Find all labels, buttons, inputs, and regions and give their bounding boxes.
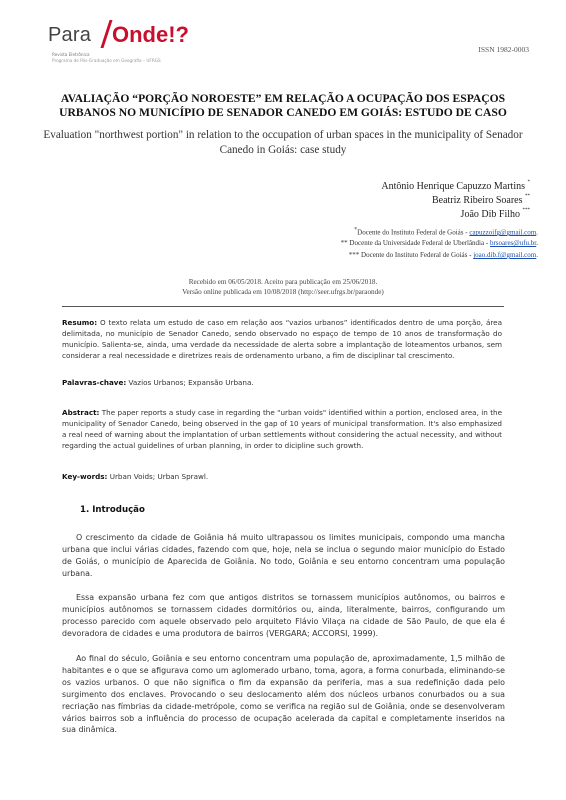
affiliation-email-link[interactable]: brsoares@ufu.br (489, 239, 537, 247)
received-accepted-line: Recebido em 06/05/2018. Aceito para publicação em 25/06/2018. (188, 278, 378, 286)
abstract-text: The paper reports a study case in regarding the "urban voids" identified within a portion, enclosed area, in the municipality of Senador Canedo, being observed in the gap of 10 years of municipal transformation. It's also emphasized a real need of warning about the implantation of urban settlements without considering the actual necessity, and without regarding the actual guidelines of urban planning, in order to dicipline such growth. (62, 408, 502, 450)
author-1 (381, 181, 530, 192)
intro-paragraph-2: Essa expansão urbana fez com que antigos distritos se tornassem municípios autônomos, ou bairros e municípios autônomos se tornassem cidades dormitórios ou, ainda, literalmente, bairros, configurando um processo parecido com aquele observado pelo arquiteto Flávio Vilaça na cidade de São Paulo, de que ela é devoradora de cidades e uma produtora de bairros (VERGARA; ACCORSI, 1999). (62, 593, 505, 638)
affiliation-1: *Docente do Instituto Federal de Goiás - capuzzoifg@gmail.com. (354, 227, 538, 237)
affiliation-text: Docente do Instituto Federal de Goiás - (361, 251, 474, 259)
logo-slash-mark (100, 20, 112, 48)
palavras-chave-text: Vazios Urbanos; Expansão Urbana. (128, 378, 254, 387)
intro-paragraph-1: O crescimento da cidade de Goiânia há muito ultrapassou os limites municipais, compondo uma mancha urbana que inclui várias cidades, fazendo com que, hoje, nela se inclua o segundo maior município do Estado de Goiás, o município de Aparecida de Goiânia. No todo, Goiânia e seu entorno concentram uma população urbana. (62, 533, 505, 578)
author-mark: *** (522, 208, 530, 213)
affiliation-mark: *** (348, 251, 360, 259)
affiliation-text: Docente do Instituto Federal de Goiás - (357, 228, 470, 237)
logo-text-para: Para (48, 24, 92, 46)
intro-paragraph-3: Ao final do século, Goiânia e seu entorno concentram uma população de, aproximadamente, 1,5 milhão de habitantes e o que se afigurava como um aglomerado urbano, toma, agora, a forma conurbada, eliminando-se os vazios urbanos. O que não significa o fim da expansão da periferia, mas a sua redefinição dada pelo surgimento dos enclaves. Provocando o seu deslocamento além dos núcleos urbanos conurbados ou a sua recriação nas fímbrias da cidade-metrópole, como se verifica na região sul de Goiânia, onde se desenvolveram vários bairros sob a influência do processo de ocupação acelerada da capital e completamente inseridos na sua dinâmica. (62, 654, 505, 735)
palavras-chave-label: Palavras-chave: (62, 378, 127, 387)
online-version-line: Versão online publicada em 10/08/2018 (http://seer.ufrgs.br/paraonde) (182, 288, 384, 296)
author-2 (432, 195, 530, 206)
palavras-chave-line (62, 378, 502, 389)
issn: ISSN 1982-0003 (478, 45, 529, 54)
key-words-line (62, 472, 502, 483)
author-mark: * (527, 180, 530, 185)
section-heading-introducao: 1. Introdução (80, 505, 145, 515)
publication-dates (60, 277, 506, 297)
abstract-label: Abstract: (62, 408, 100, 417)
logo-program: Programa de Pós-Graduação em Geografia – UFRGS (52, 58, 161, 63)
author-mark: ** (525, 194, 530, 199)
affiliation-mark: * (354, 227, 358, 233)
resumo-text: O texto relata um estudo de caso em relação aos “vazios urbanos” identificados dentro de uma porção, área delimitada, no município de Senador Canedo, sendo observado no espaço de tempo de 10 anos de transformação do município. Salienta-se, ainda, uma verdade da necessidade de alerta sobre a implantação de loteamentos urbanos, sem considerar a real necessidade e diretrizes reais de ordenamento urbano, a fim de disciplinar tal crescimento. (62, 318, 502, 360)
affiliation-2: ** Docente da Universidade Federal de Uberlândia - brsoares@ufu.br. (340, 239, 538, 247)
author-name: João Dib Filho (460, 209, 520, 220)
affiliation-text: Docente da Universidade Federal de Uberlândia - (349, 239, 490, 247)
affiliation-3: *** Docente do Instituto Federal de Goiás - joao.dib.f@gmail.com. (348, 251, 538, 259)
key-words-label: Key-words: (62, 472, 108, 481)
paper-subtitle: Evaluation "northwest portion" in relation to the occupation of urban spaces in the municipality of Senador Canedo in Goiás: case study (43, 129, 523, 156)
affiliation-email-link[interactable]: joao.dib.f@gmail.com (473, 251, 537, 259)
affiliation-mark: ** (340, 239, 348, 247)
abstract-block (62, 408, 502, 452)
paper-title: AVALIAÇÃO “PORÇÃO NOROESTE” EM RELAÇÃO A OCUPAÇÃO DOS ESPAÇOS URBANOS NO MUNICÍPIO DE SENADOR CANEDO EM GOIÁS: ESTUDO DE CASO (59, 92, 507, 119)
logo-subtitle: Revista Eletrônica (52, 52, 90, 57)
resumo-label: Resumo: (62, 318, 98, 327)
author-3 (461, 209, 530, 220)
logo-text-onde: Onde!? (112, 22, 189, 47)
author-name: Beatriz Ribeiro Soares (431, 195, 523, 206)
journal-logo (48, 22, 208, 74)
author-name: Antônio Henrique Capuzzo Martins (381, 181, 525, 192)
divider-line (62, 306, 504, 307)
key-words-text: Urban Voids; Urban Sprawl. (109, 472, 209, 481)
resumo-block (62, 318, 502, 362)
affiliation-email-link[interactable]: capuzzoifg@gmail.com (469, 228, 537, 237)
